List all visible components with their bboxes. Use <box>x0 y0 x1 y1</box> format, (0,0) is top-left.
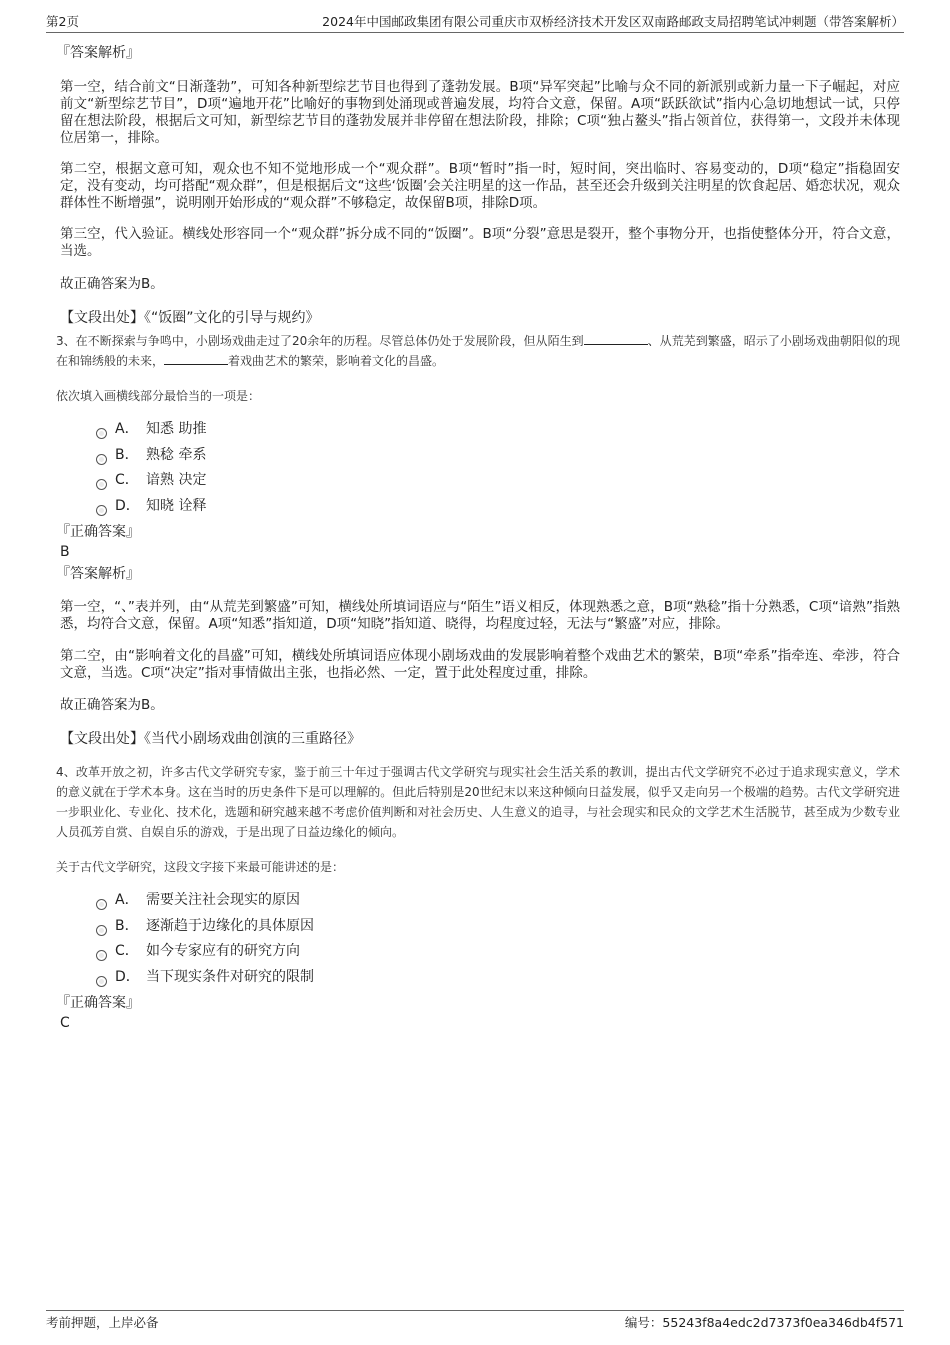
option-letter: A． <box>115 892 139 908</box>
q4-text: 4、改革开放之初，许多古代文学研究专家，鉴于前三十年过于强调古代文学研究与现实社会生活关系的教训，提出古代文学研究不必过于追求现实意义，学术的意义就在于学术本身。这在当时的历史条件下是可以理解的。但此后特别是20世纪末以来这种倾向日益发展，似乎又走向另一个极端的趋势。古代文学研究进一步职业化、专业化、技术化，选题和研究越来越不考虑价值判断和对社会历史、人生意义的追寻，与社会现实和民众的文学艺术生活脱节，甚至成为少数专业人员孤芳自赏、自娱自乐的游戏，于是出现了日益边缘化的倾向。 <box>56 765 900 839</box>
q3-option-b[interactable] <box>96 445 900 471</box>
q4-prompt: 关于古代文学研究，这段文字接下来最可能讲述的是： <box>56 860 345 874</box>
q3-text <box>56 331 900 371</box>
option-text: 逐渐趋于边缘化的具体原因 <box>146 917 314 934</box>
q4-options <box>56 890 900 992</box>
page-header <box>46 14 904 33</box>
q3-text-part-3: 着戏曲艺术的繁荣，影响着文化的昌盛。 <box>228 354 445 368</box>
radio-button-icon[interactable] <box>96 479 107 490</box>
q4-option-d[interactable] <box>96 967 900 993</box>
question-4 <box>56 762 900 1032</box>
option-letter: B． <box>115 917 139 934</box>
option-text: 当下现实条件对研究的限制 <box>146 968 314 985</box>
q2-analysis-label: 『答案解析』 <box>56 45 140 61</box>
q4-option-a[interactable] <box>96 890 900 916</box>
radio-button-icon[interactable] <box>96 454 107 465</box>
question-3 <box>56 331 900 748</box>
q3-blank-2 <box>164 352 228 365</box>
document-id: 编号：55243f8a4edc2d7373f0ea346db4f571 <box>624 1315 904 1330</box>
q3-answer: B <box>60 544 70 560</box>
q2-analysis-para-3: 第三空，代入验证。横线处形容同一个“观众群”拆分成不同的“饭圈”。B项“分裂”意思是裂开，整个事物分开，也指使整体分开，符合文意，当选。 <box>60 226 900 259</box>
q3-source: 【文段出处】《当代小剧场戏曲创演的三重路径》 <box>60 731 361 747</box>
radio-button-icon[interactable] <box>96 950 107 961</box>
q3-blank-1 <box>584 332 648 345</box>
q2-analysis-block <box>56 44 900 327</box>
option-letter: B． <box>115 446 139 463</box>
q3-conclusion: 故正确答案为B。 <box>60 697 164 713</box>
option-letter: D． <box>115 968 140 985</box>
q3-analysis-label: 『答案解析』 <box>56 566 140 582</box>
q2-analysis-para-1: 第一空，结合前文“日渐蓬勃”，可知各种新型综艺节目也得到了蓬勃发展。B项“异军突起”比喻与众不同的新派别或新力量一下子崛起，对应前文“新型综艺节目”，D项“遍地开花”比喻好的事物到处涌现或普遍发展，均符合文意，保留。A项“跃跃欲试”指内心急切地想试一试，只停留在想法阶段，根据后文可知，新型综艺节目的蓬勃发展并非停留在想法阶段，排除；C项“独占鳌头”指占领首位，获得第一，文段并未体现位居第一，排除。 <box>60 79 900 146</box>
q3-options <box>56 419 900 521</box>
option-text: 知悉 助推 <box>146 421 207 437</box>
q2-source: 【文段出处】《“饭圈”文化的引导与规约》 <box>60 310 320 326</box>
q2-analysis-para-2: 第二空，根据文意可知，观众也不知不觉地形成一个“观众群”。B项“暂时”指一时，短时间，突出临时、容易变动的，D项“稳定”指稳固安定，没有变动，均可搭配“观众群”，但是根据后文“这些‘饭圈’会关注明星的这一作品，甚至还会升级到关注明星的饮食起居、婚恋状况，观众群体性不断增强”，说明刚开始形成的“观众群”不够稳定，故保留B项，排除D项。 <box>60 161 900 211</box>
option-letter: C． <box>115 472 139 488</box>
option-letter: C． <box>115 943 139 959</box>
option-text: 如今专家应有的研究方向 <box>146 943 300 959</box>
q3-option-d[interactable] <box>96 496 900 522</box>
radio-button-icon[interactable] <box>96 428 107 439</box>
q4-option-b[interactable] <box>96 916 900 942</box>
page-footer <box>46 1310 904 1331</box>
q3-answer-label: 『正确答案』 <box>56 524 140 540</box>
option-text: 知晓 诠释 <box>146 497 207 514</box>
radio-button-icon[interactable] <box>96 925 107 936</box>
document-title: 2024年中国邮政集团有限公司重庆市双桥经济技术开发区双南路邮政支局招聘笔试冲刺题（带答案解析） <box>322 14 904 29</box>
page-number: 第2页 <box>46 14 79 29</box>
option-letter: D． <box>115 497 140 514</box>
q4-option-c[interactable] <box>96 941 900 967</box>
q3-text-part-1: 3、在不断探索与争鸣中，小剧场戏曲走过了20余年的历程。尽管总体仍处于发展阶段，但从陌生到 <box>56 334 584 348</box>
option-letter: A． <box>115 421 139 437</box>
radio-button-icon[interactable] <box>96 505 107 516</box>
q3-analysis-para-2: 第二空，由“影响着文化的昌盛”可知，横线处所填词语应体现小剧场戏曲的发展影响着整个戏曲艺术的繁荣，B项“牵系”指牵连、牵涉，符合文意，当选。C项“决定”指对事情做出主张，也指必然、一定，置于此处程度过重，排除。 <box>60 648 900 681</box>
q3-text-part-2: 、从荒芜到繁盛，昭示了小剧场戏曲朝阳似的现在和锦绣般的未来， <box>56 334 900 368</box>
option-text: 谙熟 决定 <box>146 472 207 488</box>
q3-option-a[interactable] <box>96 419 900 445</box>
q3-analysis-para-1: 第一空，“、”表并列，由“从荒芜到繁盛”可知，横线处所填词语应与“陌生”语义相反，体现熟悉之意，B项“熟稔”指十分熟悉，C项“谙熟”指熟悉，均符合文意，保留。A项“知悉”指知道，D项“知晓”指知道、晓得，均程度过轻，无法与“繁盛”对应，排除。 <box>60 599 901 632</box>
radio-button-icon[interactable] <box>96 976 107 987</box>
q4-answer-label: 『正确答案』 <box>56 995 140 1011</box>
footer-slogan: 考前押题，上岸必备 <box>46 1315 159 1330</box>
q4-answer: C <box>60 1015 70 1031</box>
q2-conclusion: 故正确答案为B。 <box>60 276 164 292</box>
q3-option-c[interactable] <box>96 470 900 496</box>
radio-button-icon[interactable] <box>96 899 107 910</box>
option-text: 熟稔 牵系 <box>146 446 207 463</box>
document-body <box>56 44 900 1036</box>
q3-prompt: 依次填入画横线部分最恰当的一项是： <box>56 389 261 403</box>
option-text: 需要关注社会现实的原因 <box>146 892 300 908</box>
